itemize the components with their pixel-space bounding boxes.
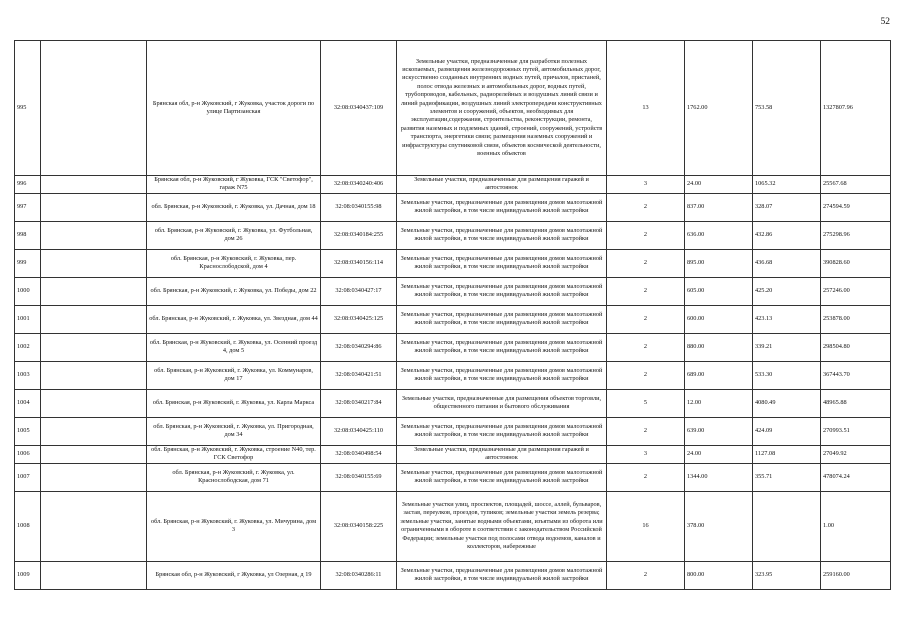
blank-cell <box>41 41 147 176</box>
category-cell: 13 <box>607 41 685 176</box>
price-cell: 436.68 <box>753 249 821 277</box>
blank-cell <box>41 417 147 445</box>
table-row <box>15 361 891 389</box>
table-row <box>15 41 891 176</box>
total-value-cell: 367443.70 <box>821 361 891 389</box>
total-value-cell: 1327807.96 <box>821 41 891 176</box>
cadastral-number-cell: 32:08:0340156:114 <box>321 249 397 277</box>
address-cell: обл. Брянская, р-н Жуковский, г. Жуковка, ул. Коммунаров, дом 17 <box>147 361 321 389</box>
cadastral-number-cell: 32:08:0340240:406 <box>321 176 397 194</box>
table-row <box>15 389 891 417</box>
total-value-cell: 27049.92 <box>821 445 891 463</box>
total-value-cell: 259160.00 <box>821 561 891 589</box>
area-cell: 24.00 <box>685 176 753 194</box>
category-cell: 2 <box>607 193 685 221</box>
price-cell: 328.07 <box>753 193 821 221</box>
table-row <box>15 277 891 305</box>
blank-cell <box>41 305 147 333</box>
category-cell: 3 <box>607 445 685 463</box>
area-cell: 12.00 <box>685 389 753 417</box>
row-number: 997 <box>15 193 41 221</box>
address-cell: обл. Брянская, р-н Жуковский, г. Жуковка, ул. Мичурина, дом 3 <box>147 491 321 561</box>
category-cell: 2 <box>607 361 685 389</box>
address-cell: обл. Брянская, р-н Жуковский, г. Жуковка, ул. Звездная, дом 44 <box>147 305 321 333</box>
area-cell: 636.00 <box>685 221 753 249</box>
table-row <box>15 463 891 491</box>
blank-cell <box>41 333 147 361</box>
cadastral-number-cell: 32:08:0340427:17 <box>321 277 397 305</box>
area-cell: 605.00 <box>685 277 753 305</box>
blank-cell <box>41 491 147 561</box>
row-number: 1008 <box>15 491 41 561</box>
cadastral-number-cell: 32:08:0340437:109 <box>321 41 397 176</box>
total-value-cell: 270993.51 <box>821 417 891 445</box>
row-number: 996 <box>15 176 41 194</box>
category-cell: 2 <box>607 463 685 491</box>
land-use-cell: Земельные участки, предназначенные для размещения объектов торговли, общественного питания и бытового обслуживания <box>397 389 607 417</box>
address-cell: Брянская обл, р-н Жуковский, г Жуковка, ул Озерная, д 19 <box>147 561 321 589</box>
address-cell: обл. Брянская, р-н Жуковский, г. Жуковка, ул. Победы, дом 22 <box>147 277 321 305</box>
cadastral-number-cell: 32:08:0340286:11 <box>321 561 397 589</box>
address-cell: Брянская обл, р-н Жуковский, г Жуковка, ГСК "Светофор", гараж N75 <box>147 176 321 194</box>
row-number: 1003 <box>15 361 41 389</box>
blank-cell <box>41 463 147 491</box>
price-cell: 1127.08 <box>753 445 821 463</box>
table-row <box>15 445 891 463</box>
area-cell: 378.00 <box>685 491 753 561</box>
category-cell: 2 <box>607 333 685 361</box>
land-use-cell: Земельные участки, предназначенные для размещения домов малоэтажной жилой застройки, в том числе индивидуальной жилой застройки <box>397 193 607 221</box>
area-cell: 639.00 <box>685 417 753 445</box>
area-cell: 24.00 <box>685 445 753 463</box>
cadastral-number-cell: 32:08:0340184:255 <box>321 221 397 249</box>
total-value-cell: 25567.68 <box>821 176 891 194</box>
price-cell: 424.09 <box>753 417 821 445</box>
row-number: 1005 <box>15 417 41 445</box>
total-value-cell: 257246.00 <box>821 277 891 305</box>
address-cell: обл. Брянская, р-н Жуковский, г. Жуковка, ул. Краснослободская, дом 71 <box>147 463 321 491</box>
table-row <box>15 561 891 589</box>
total-value-cell: 390828.60 <box>821 249 891 277</box>
table-row <box>15 249 891 277</box>
area-cell: 600.00 <box>685 305 753 333</box>
area-cell: 1762.00 <box>685 41 753 176</box>
page-number: 52 <box>880 17 890 27</box>
address-cell: обл. Брянская, р-н Жуковский, г. Жуковка, ул. Футбольная, дом 26 <box>147 221 321 249</box>
price-cell: 423.13 <box>753 305 821 333</box>
area-cell: 895.00 <box>685 249 753 277</box>
area-cell: 689.00 <box>685 361 753 389</box>
total-value-cell: 274594.59 <box>821 193 891 221</box>
land-use-cell: Земельные участки, предназначенные для размещения домов малоэтажной жилой застройки, в том числе индивидуальной жилой застройки <box>397 333 607 361</box>
category-cell: 2 <box>607 417 685 445</box>
price-cell: 425.20 <box>753 277 821 305</box>
table-row <box>15 305 891 333</box>
row-number: 999 <box>15 249 41 277</box>
row-number: 1001 <box>15 305 41 333</box>
total-value-cell: 275298.96 <box>821 221 891 249</box>
row-number: 1006 <box>15 445 41 463</box>
land-use-cell: Земельные участки, предназначенные для размещения домов малоэтажной жилой застройки, в том числе индивидуальной жилой застройки <box>397 463 607 491</box>
total-value-cell: 298504.80 <box>821 333 891 361</box>
price-cell: 355.71 <box>753 463 821 491</box>
cadastral-number-cell: 32:08:0340425:125 <box>321 305 397 333</box>
blank-cell <box>41 193 147 221</box>
row-number: 1007 <box>15 463 41 491</box>
blank-cell <box>41 221 147 249</box>
table-row <box>15 221 891 249</box>
cadastral-number-cell: 32:08:0340155:98 <box>321 193 397 221</box>
total-value-cell: 253878.00 <box>821 305 891 333</box>
price-cell: 533.30 <box>753 361 821 389</box>
land-use-cell: Земельные участки, предназначенные для размещения домов малоэтажной жилой застройки, в том числе индивидуальной жилой застройки <box>397 305 607 333</box>
land-use-cell: Земельные участки улиц, проспектов, площадей, шоссе, аллей, бульваров, застав, переулков, проездов, тупиков; земельные участки земель резерва; земельные участки, занятые водными объектами, изъятыми из оборота или ограниченными в обороте в соответствии с законодательством Российской Федерации; земельные участки под полосами отвода водоемов, каналов и коллекторов, набережные <box>397 491 607 561</box>
category-cell: 2 <box>607 249 685 277</box>
category-cell: 2 <box>607 561 685 589</box>
row-number: 1004 <box>15 389 41 417</box>
price-cell: 753.58 <box>753 41 821 176</box>
cadastral-number-cell: 32:08:0340421:51 <box>321 361 397 389</box>
land-use-cell: Земельные участки, предназначенные для размещения домов малоэтажной жилой застройки, в том числе индивидуальной жилой застройки <box>397 361 607 389</box>
cadastral-number-cell: 32:08:0340158:225 <box>321 491 397 561</box>
total-value-cell: 48965.88 <box>821 389 891 417</box>
land-use-cell: Земельные участки, предназначенные для разработки полезных ископаемых, размещения железнодорожных путей, автомобильных дорог, искусственно созданных внутренних водных путей, причалов, пристаней, полос отвода железных и автомобильных дорог, водных путей, трубопроводов, кабельных, радиорелейных и воздушных линий связи и линий радиофикации, воздушных линий электропередачи конструктивных элементов и сооружений, объектов, необходимых для эксплуатации,содержания, строительства, реконструкции, ремонта, развития наземных и подземных зданий, строений, сооружений, устройств транспорта, энергетики связи; размещения наземных сооружений и инфраструктуры спутниковой связи, объектов космической деятельности, военных объектов <box>397 41 607 176</box>
land-use-cell: Земельные участки, предназначенные для размещения домов малоэтажной жилой застройки, в том числе индивидуальной жилой застройки <box>397 417 607 445</box>
cadastral-number-cell: 32:08:0340294:86 <box>321 333 397 361</box>
category-cell: 2 <box>607 221 685 249</box>
total-value-cell: 478074.24 <box>821 463 891 491</box>
table-row <box>15 176 891 194</box>
blank-cell <box>41 277 147 305</box>
category-cell: 2 <box>607 277 685 305</box>
address-cell: обл. Брянская, р-н Жуковский, г. Жуковка, пер. Краснослободской, дом 4 <box>147 249 321 277</box>
category-cell: 5 <box>607 389 685 417</box>
cadastral-number-cell: 32:08:0340155:69 <box>321 463 397 491</box>
row-number: 1009 <box>15 561 41 589</box>
address-cell: обл. Брянская, р-н Жуковский, г. Жуковка, ул. Дачная, дом 18 <box>147 193 321 221</box>
total-value-cell: 1.00 <box>821 491 891 561</box>
category-cell: 3 <box>607 176 685 194</box>
table-row <box>15 193 891 221</box>
blank-cell <box>41 249 147 277</box>
address-cell: обл. Брянская, р-н Жуковский, г. Жуковка, ул. Карла Маркса <box>147 389 321 417</box>
address-cell: обл. Брянская, р-н Жуковский, г. Жуковка, строение N40, тер. ГСК Светофор <box>147 445 321 463</box>
row-number: 998 <box>15 221 41 249</box>
blank-cell <box>41 389 147 417</box>
category-cell: 16 <box>607 491 685 561</box>
price-cell: 432.86 <box>753 221 821 249</box>
price-cell: 1065.32 <box>753 176 821 194</box>
area-cell: 880.00 <box>685 333 753 361</box>
land-registry-table <box>14 40 891 590</box>
price-cell: 339.21 <box>753 333 821 361</box>
land-use-cell: Земельные участки, предназначенные для размещения домов малоэтажной жилой застройки, в том числе индивидуальной жилой застройки <box>397 561 607 589</box>
land-use-cell: Земельные участки, предназначенные для размещения гаражей и автостоянок <box>397 176 607 194</box>
category-cell: 2 <box>607 305 685 333</box>
blank-cell <box>41 445 147 463</box>
blank-cell <box>41 361 147 389</box>
address-cell: обл. Брянская, р-н Жуковский, г. Жуковка, ул. Пригородная, дом 34 <box>147 417 321 445</box>
blank-cell <box>41 176 147 194</box>
table-row <box>15 491 891 561</box>
price-cell <box>753 491 821 561</box>
price-cell: 4080.49 <box>753 389 821 417</box>
table-row <box>15 333 891 361</box>
area-cell: 1344.00 <box>685 463 753 491</box>
price-cell: 323.95 <box>753 561 821 589</box>
row-number: 1000 <box>15 277 41 305</box>
area-cell: 837.00 <box>685 193 753 221</box>
blank-cell <box>41 561 147 589</box>
address-cell: обл. Брянская, р-н Жуковский, г. Жуковка, ул. Осенний проезд 4, дом 5 <box>147 333 321 361</box>
cadastral-number-cell: 32:08:0340425:110 <box>321 417 397 445</box>
cadastral-number-cell: 32:08:0340217:84 <box>321 389 397 417</box>
address-cell: Брянская обл, р-н Жуковский, г Жуковка, участок дороги по улице Партизанская <box>147 41 321 176</box>
land-use-cell: Земельные участки, предназначенные для размещения домов малоэтажной жилой застройки, в том числе индивидуальной жилой застройки <box>397 249 607 277</box>
land-use-cell: Земельные участки, предназначенные для размещения домов малоэтажной жилой застройки, в том числе индивидуальной жилой застройки <box>397 221 607 249</box>
cadastral-number-cell: 32:08:0340498:54 <box>321 445 397 463</box>
land-use-cell: Земельные участки, предназначенные для размещения домов малоэтажной жилой застройки, в том числе индивидуальной жилой застройки <box>397 277 607 305</box>
row-number: 995 <box>15 41 41 176</box>
area-cell: 800.00 <box>685 561 753 589</box>
land-use-cell: Земельные участки, предназначенные для размещения гаражей и автостоянок <box>397 445 607 463</box>
row-number: 1002 <box>15 333 41 361</box>
table-row <box>15 417 891 445</box>
